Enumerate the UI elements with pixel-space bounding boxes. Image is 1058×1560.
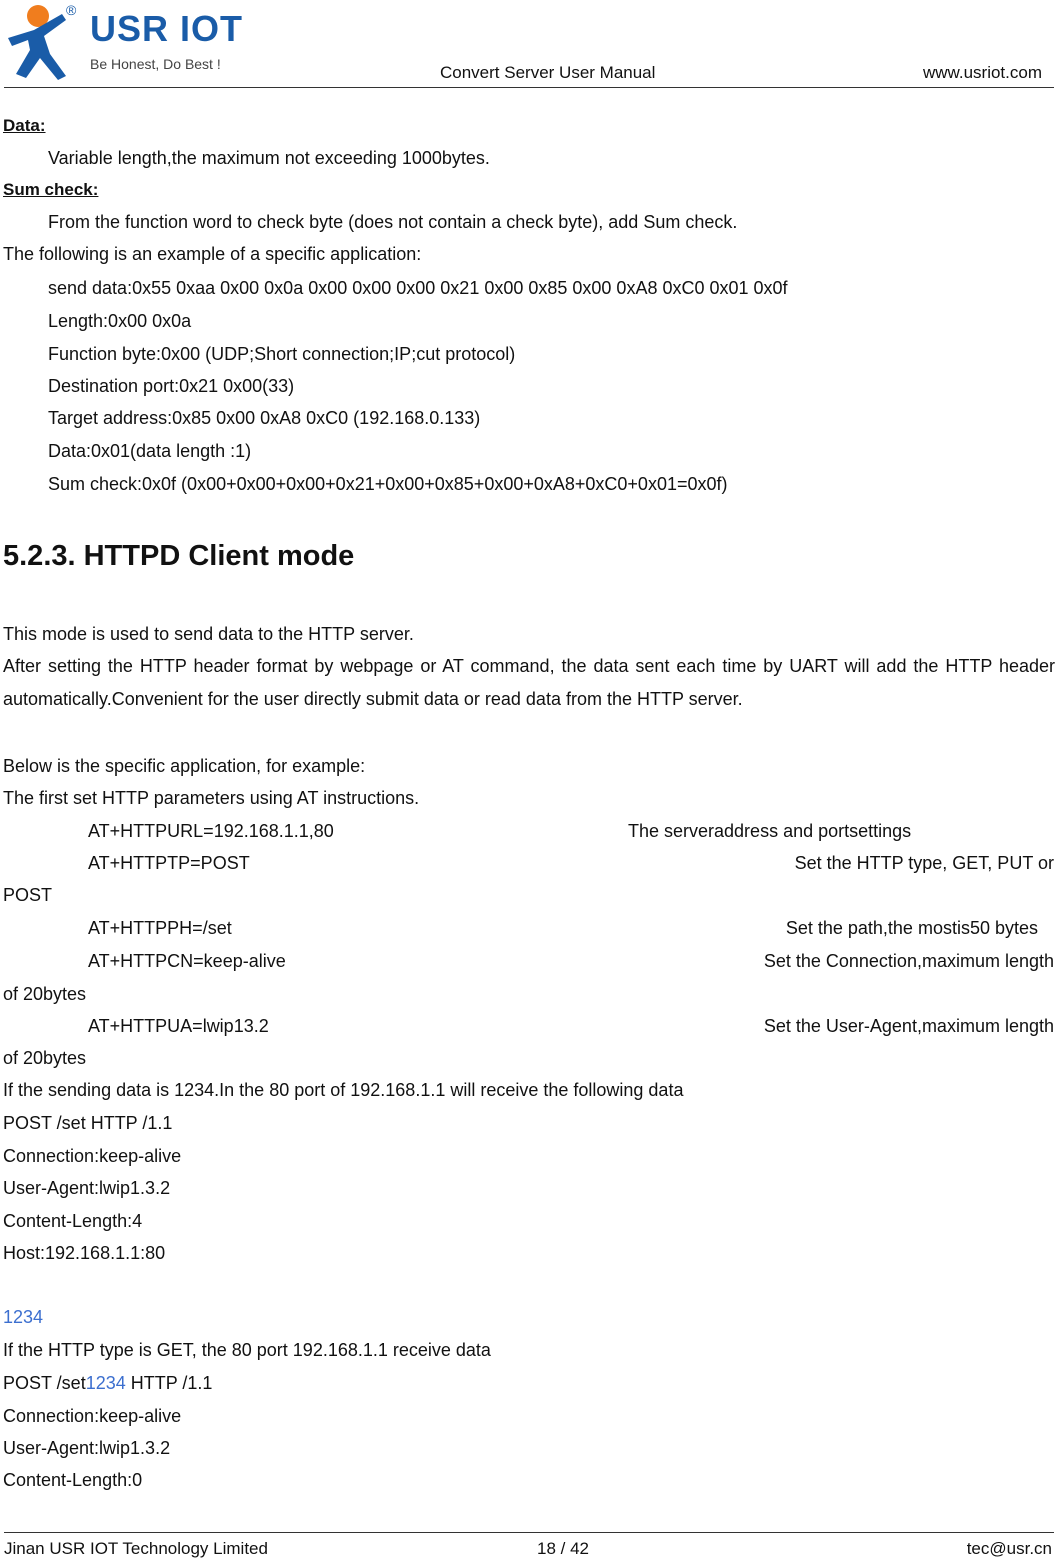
at-command: AT+HTTPCN=keep-alive [88,951,286,971]
example-intro: Below is the specific application, for example: [3,756,366,776]
example-line: Sum check:0x0f (0x00+0x00+0x00+0x21+0x00+0x85+0x00+0xA8+0xC0+0x01=0x0f) [48,474,728,494]
footer-company: Jinan USR IOT Technology Limited [4,1539,268,1558]
example-line: Destination port:0x21 0x00(33) [48,376,295,396]
usr-iot-logo [4,2,254,82]
http-post-line: Content-Length:4 [3,1211,143,1231]
at-command-description-wrap: POST [3,885,53,905]
at-command-description: The serveraddress and portsettings [628,821,912,841]
document-title: Convert Server User Manual [440,63,656,82]
at-command: AT+HTTPTP=POST [88,853,250,873]
at-command: AT+HTTPUA=lwip13.2 [88,1016,269,1036]
payload-value: 1234 [3,1307,44,1327]
sum-check-label: Sum check: [3,180,99,199]
at-command-description: Set the User-Agent,maximum length [763,1016,1054,1036]
http-post-line: Host:192.168.1.1:80 [3,1243,166,1263]
http-get-line: Content-Length:0 [3,1470,143,1490]
section-intro: This mode is used to send data to the HTTP server. [3,624,414,644]
page-header [0,0,1058,88]
at-command-description-wrap: of 20bytes [3,984,87,1004]
at-command-description-wrap: of 20bytes [3,1048,87,1068]
receive-intro: If the sending data is 1234.In the 80 port of 192.168.1.1 will receive the following data [3,1080,684,1100]
data-description: Variable length,the maximum not exceeding 1000bytes. [48,148,490,168]
example-line: Data:0x01(data length :1) [48,441,252,461]
at-command-description: Set the path,the mostis50 bytes [785,918,1038,938]
example-line: send data:0x55 0xaa 0x00 0x0a 0x00 0x00 0x00 0x21 0x00 0x85 0x00 0xA8 0xC0 0x01 0x0f [48,278,788,298]
data-label: Data: [3,116,46,135]
get-line-value: 1234 [85,1373,126,1393]
http-get-request-line [3,1371,212,1395]
at-command-description: Set the Connection,maximum length [763,951,1054,971]
at-command: AT+HTTPPH=/set [88,918,232,938]
at-command-description: Set the HTTP type, GET, PUT or [794,853,1054,873]
get-line-suffix: HTTP /1.1 [125,1373,213,1393]
sum-check-description: From the function word to check byte (does not contain a check byte), add Sum check. [48,212,738,232]
example-intro: The following is an example of a specific application: [3,244,422,264]
footer-email[interactable]: tec@usr.cn [966,1539,1052,1558]
registered-mark: ® [66,2,77,18]
example-line: Length:0x00 0x0a [48,311,192,331]
at-intro: The first set HTTP parameters using AT instructions. [3,788,420,808]
brand-slogan: Be Honest, Do Best ! [90,56,221,72]
http-get-line: Connection:keep-alive [3,1406,182,1426]
http-get-line: User-Agent:lwip1.3.2 [3,1438,171,1458]
example-line: Function byte:0x00 (UDP;Short connection;IP;cut protocol) [48,344,516,364]
get-intro: If the HTTP type is GET, the 80 port 192.168.1.1 receive data [3,1340,491,1360]
get-line-prefix: POST /set [3,1373,86,1393]
example-line: Target address:0x85 0x00 0xA8 0xC0 (192.168.0.133) [48,408,481,428]
brand-name: USR IOT [90,8,244,49]
section-heading: 5.2.3. HTTPD Client mode [3,540,355,572]
footer-divider [4,1532,1054,1533]
at-command: AT+HTTPURL=192.168.1.1,80 [88,821,334,841]
http-post-line: User-Agent:lwip1.3.2 [3,1178,171,1198]
http-post-line: POST /set HTTP /1.1 [3,1113,173,1133]
page-number: 18 / 42 [537,1539,589,1558]
header-divider [4,87,1054,88]
http-post-line: Connection:keep-alive [3,1146,182,1166]
website-link[interactable]: www.usriot.com [922,63,1042,82]
section-paragraph: After setting the HTTP header format by webpage or AT command, the data sent each time by UART will add the HTTP header automatically.Convenient for the user directly submit data or read data from the HTTP server. [3,656,1055,709]
